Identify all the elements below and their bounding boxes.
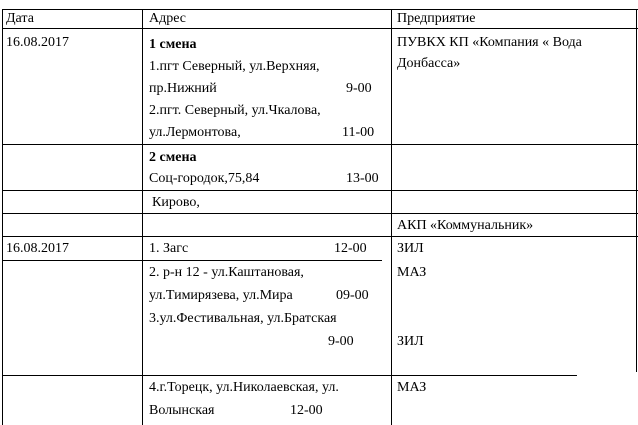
- enterprise-line: ПУВКХ КП «Компания « Вода: [397, 35, 582, 50]
- time-value: 12-00: [334, 241, 367, 256]
- time-value: 09-00: [336, 288, 369, 303]
- enterprise-line: МАЗ: [397, 265, 427, 280]
- enterprise-line: АКП «Коммунальник»: [397, 218, 534, 233]
- time-value: 12-00: [290, 403, 323, 418]
- header-enterprise: Предприятие: [397, 11, 476, 26]
- address-line: ул.Лермонтова,: [149, 125, 241, 140]
- shift-heading: 1 смена: [149, 37, 197, 52]
- address-line: 3.ул.Фестивальная, ул.Братская: [149, 311, 337, 326]
- address-line: 1.пгт Северный, ул.Верхняя,: [149, 59, 320, 74]
- enterprise-line: Донбасса»: [397, 56, 461, 71]
- shift-heading: 2 смена: [149, 150, 197, 165]
- faded-corner: [575, 372, 638, 425]
- table-border-top: [2, 9, 638, 10]
- time-value: 9-00: [346, 81, 372, 96]
- time-value: 11-00: [342, 125, 375, 140]
- row-divider: [2, 236, 638, 237]
- row-divider: [2, 260, 382, 261]
- address-line: пр.Нижний: [149, 81, 217, 96]
- row-divider: [2, 375, 577, 376]
- address-line: Соц-городок,75,84: [149, 171, 260, 186]
- row-divider: [2, 190, 638, 191]
- address-line: 4.г.Торецк, ул.Николаевская, ул.: [149, 380, 339, 395]
- table-border-left: [2, 9, 3, 425]
- address-line: Кирово,: [152, 195, 200, 210]
- row-date: 16.08.2017: [6, 35, 69, 50]
- table-border-right: [636, 9, 637, 375]
- header-date: Дата: [6, 11, 34, 26]
- address-line: 1. Загс: [149, 241, 189, 256]
- row-date: 16.08.2017: [6, 241, 69, 256]
- address-line: Волынская: [149, 403, 215, 418]
- column-divider: [391, 9, 392, 425]
- enterprise-line: ЗИЛ: [397, 241, 424, 256]
- time-value: 13-00: [346, 171, 379, 186]
- row-divider: [2, 213, 638, 214]
- row-divider: [2, 144, 638, 145]
- address-line: 2. р-н 12 - ул.Каштановая,: [149, 265, 304, 280]
- address-line: ул.Тимирязева, ул.Мира: [149, 288, 293, 303]
- address-line: 2.пгт. Северный, ул.Чкалова,: [149, 103, 321, 118]
- header-divider: [2, 28, 638, 29]
- header-address: Адрес: [149, 11, 187, 26]
- time-value: 9-00: [328, 334, 354, 349]
- column-divider: [142, 9, 143, 425]
- enterprise-line: ЗИЛ: [397, 334, 424, 349]
- enterprise-line: МАЗ: [397, 380, 427, 395]
